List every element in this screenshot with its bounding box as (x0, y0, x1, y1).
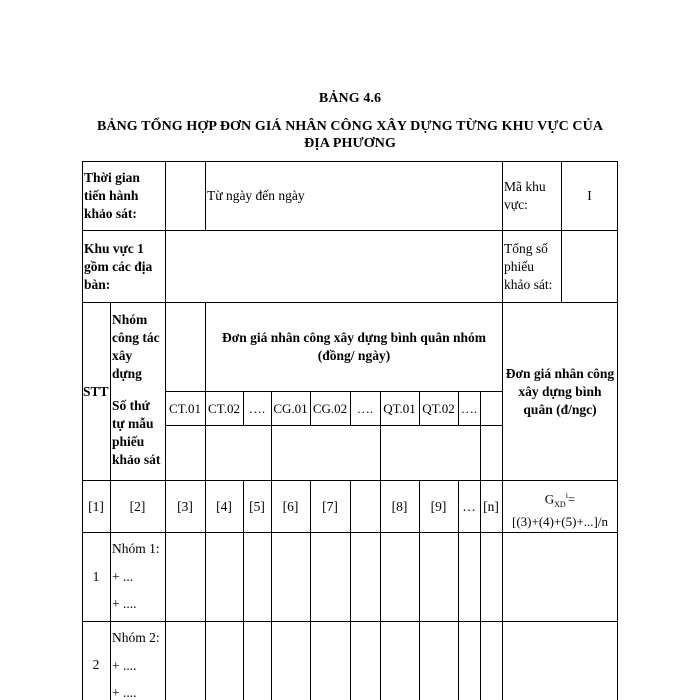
col-num-ellipsis: … (462, 498, 476, 514)
total-forms-label: Tổng số phiếu khảo sát: (504, 240, 553, 292)
code-qt02: QT.02 (422, 400, 455, 416)
price-header: Đơn giá nhân công xây dựng bình quân nhóm (đồng/ ngày) (222, 330, 486, 363)
col-num-n: [n] (483, 498, 499, 514)
col-num-4: [4] (216, 498, 232, 514)
group-item: + ... (112, 569, 134, 584)
col-num-3: [3] (177, 498, 193, 514)
survey-time-label: Thời gian tiến hành khảo sát: (84, 170, 140, 221)
col-num-8: [8] (391, 498, 408, 514)
code-ct02: CT.02 (208, 400, 240, 416)
col-num-2: [2] (129, 498, 146, 514)
avg-formula: $G_{XD}^i=$ [(3)+(4)+(5)+...]/n (512, 491, 608, 529)
area-code-value: I (587, 188, 592, 203)
serial-header: Số thứ tự mẫu phiếu khảo sát (112, 398, 161, 467)
row-number: 1 (92, 569, 100, 584)
area-code-label: Mã khu vực: (504, 179, 546, 212)
table-title-line2: ĐỊA PHƯƠNG (304, 136, 396, 151)
group-name: Nhóm 1: (112, 541, 160, 556)
col-num-5: [5] (249, 498, 265, 514)
code-cg01: CG.01 (273, 400, 308, 416)
group-item: + .... (112, 685, 137, 700)
col-num-7: [7] (322, 498, 338, 514)
table-title-line1: BẢNG TỔNG HỢP ĐƠN GIÁ NHÂN CÔNG XÂY DỰNG TỪNG KHU VỰC CỦA (96, 119, 604, 134)
col-num-blank (350, 481, 380, 532)
code-qt01: QT.01 (383, 400, 416, 416)
stt-header: STT (83, 383, 109, 399)
code-ellipsis: …. (460, 400, 478, 416)
col-num-1: [1] (88, 498, 104, 514)
survey-time-value: Từ ngày đến ngày (207, 188, 305, 203)
group-item: + .... (112, 596, 137, 611)
group-item: + .... (112, 658, 137, 673)
code-ct01: CT.01 (169, 400, 201, 416)
group-name: Nhóm 2: (112, 630, 160, 645)
row-number: 2 (92, 657, 100, 672)
code-ellipsis: …. (248, 400, 266, 416)
col-num-9: [9] (430, 498, 447, 514)
code-cg02: CG.02 (312, 400, 348, 416)
group-header: Nhóm công tác xây dựng (112, 312, 160, 381)
code-ellipsis: …. (356, 400, 374, 416)
col-num-6: [6] (282, 498, 299, 514)
area-label: Khu vực 1 gồm các địa bàn: (84, 240, 153, 292)
avg-price-header: Đơn giá nhân công xây dựng bình quân (đ/ngc) (505, 365, 615, 417)
table-number: BẢNG 4.6 (318, 91, 382, 106)
